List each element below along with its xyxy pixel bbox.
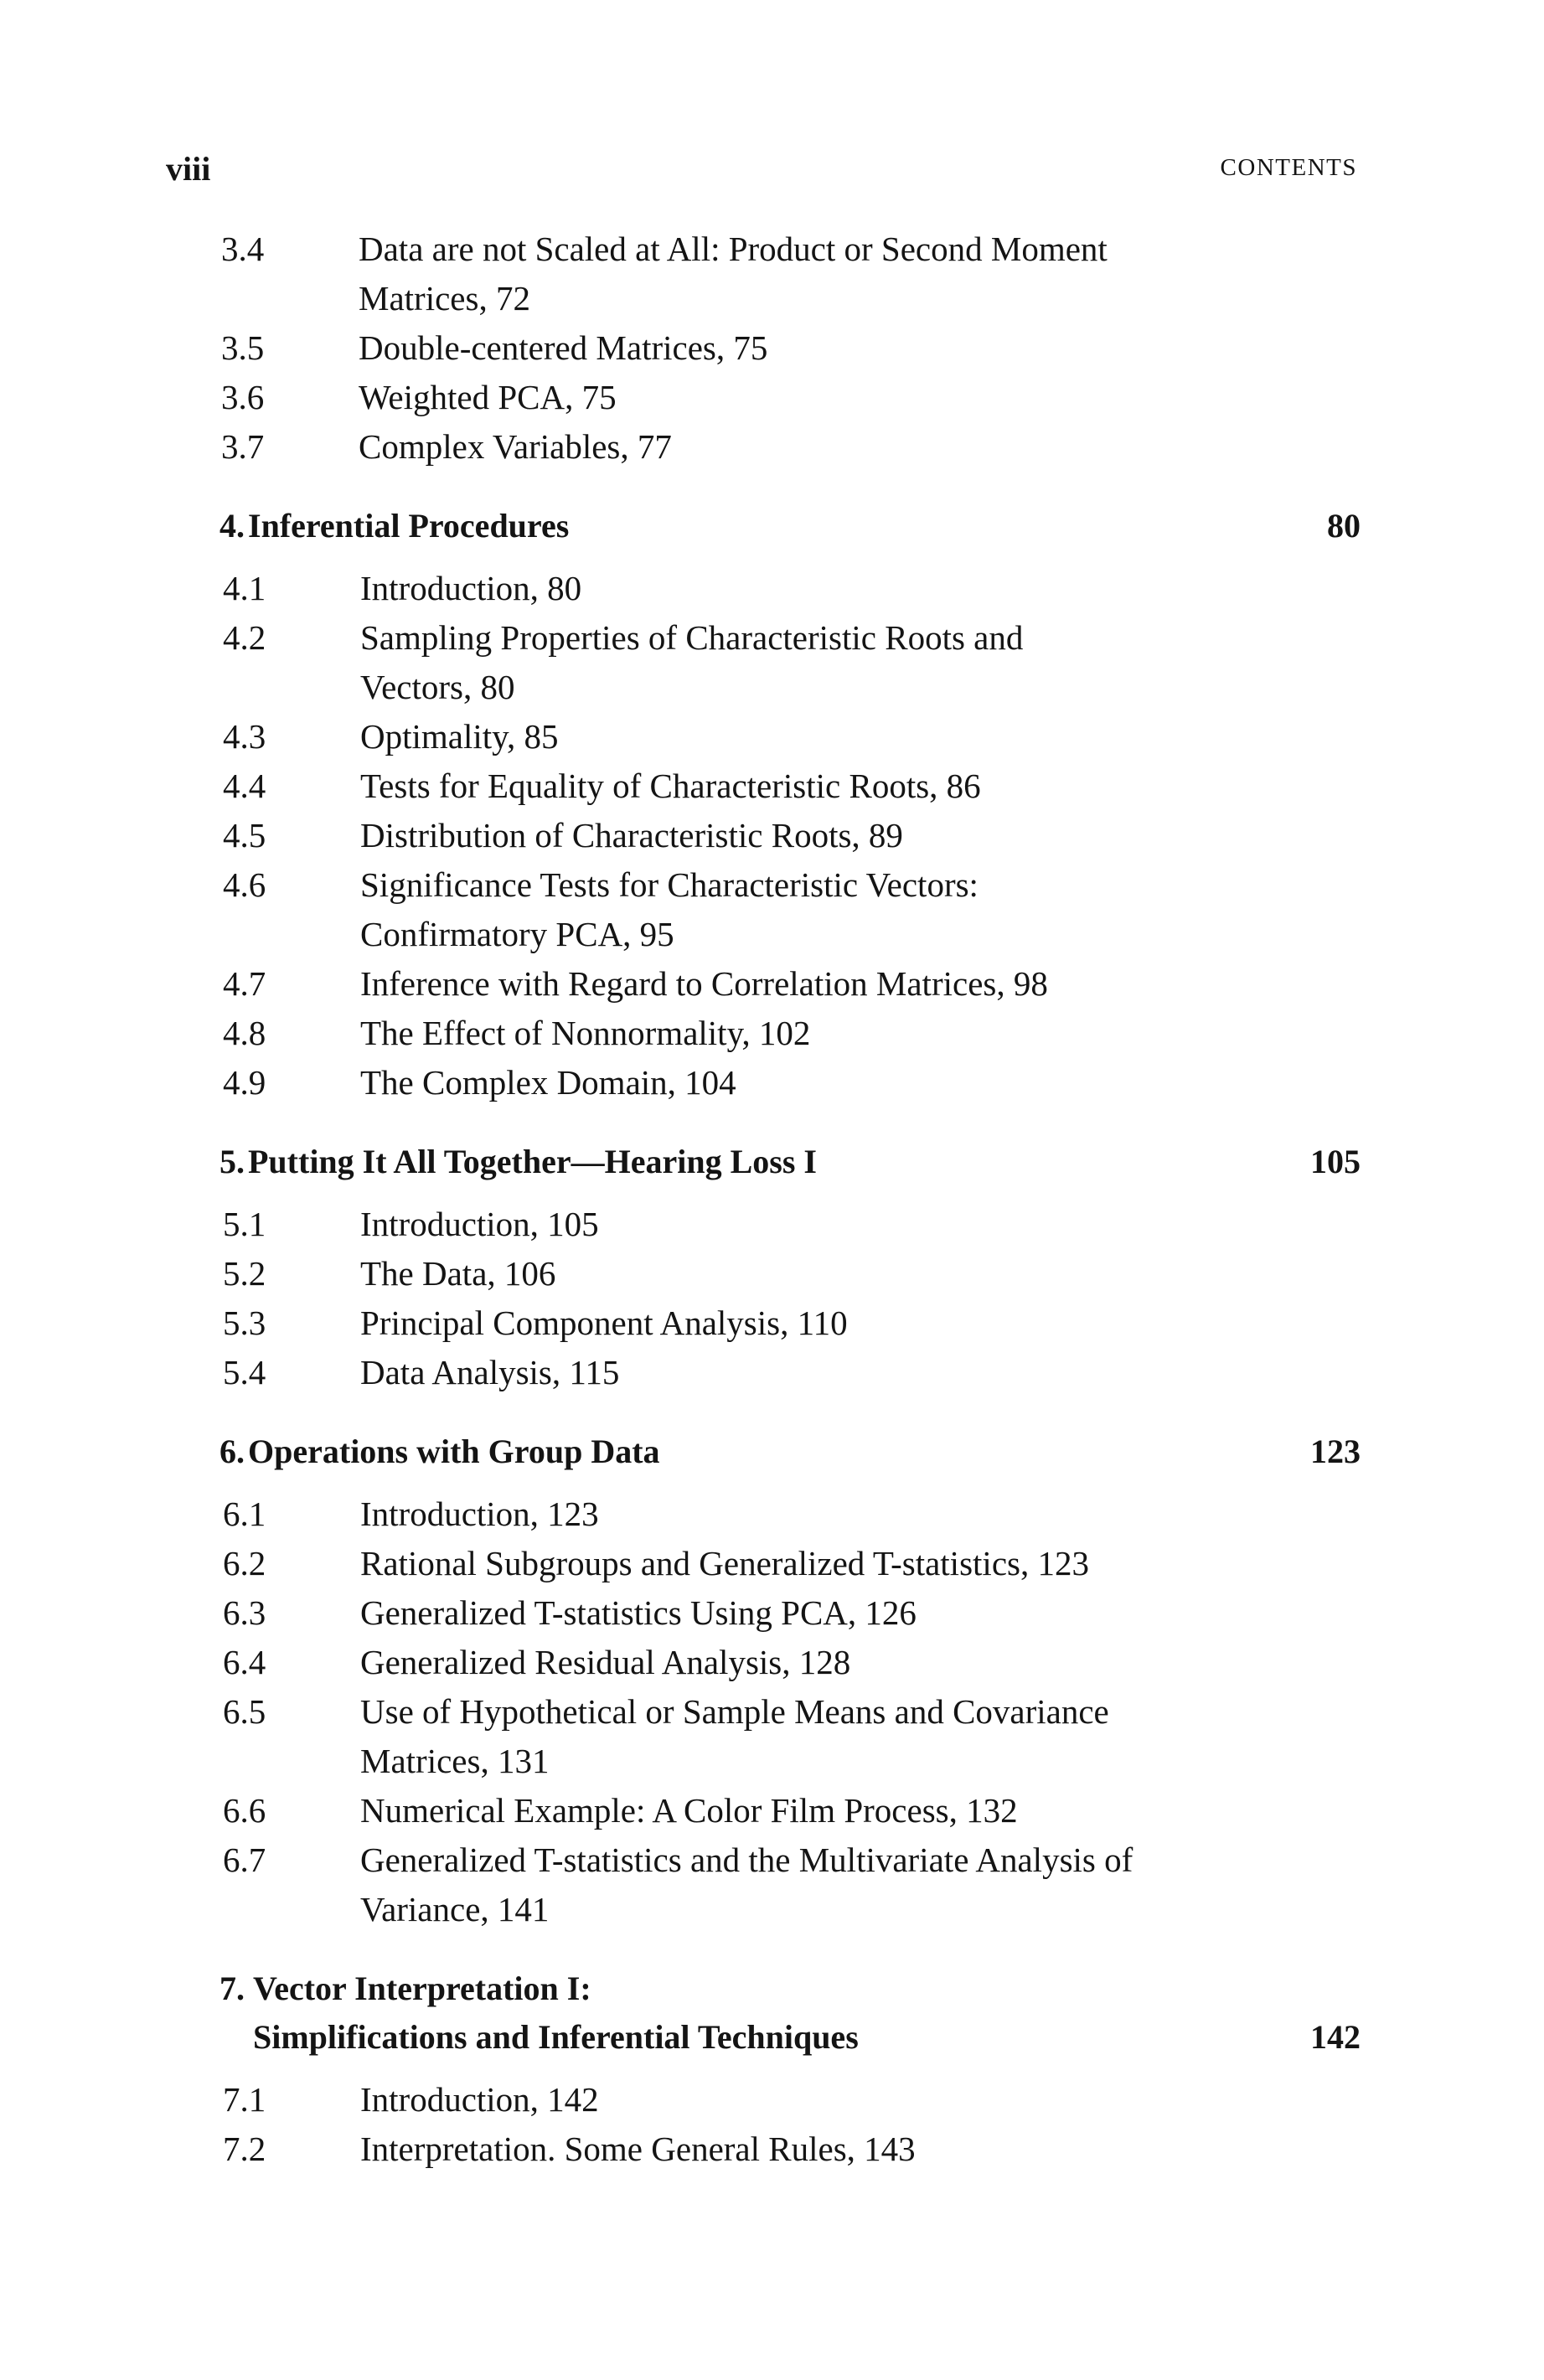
toc-section bbox=[223, 1200, 1361, 1249]
toc-section bbox=[223, 1835, 1361, 1934]
chapter-section-list bbox=[223, 1200, 1361, 1397]
section-number: 3.7 bbox=[221, 427, 265, 466]
toc-section bbox=[223, 1249, 1361, 1298]
section-title-line: Data are not Scaled at All: Product or Second Moment bbox=[359, 230, 1108, 268]
chapter-page-number: 80 bbox=[1327, 507, 1361, 545]
page-folio: viii bbox=[166, 150, 211, 188]
section-number: 6.2 bbox=[223, 1544, 266, 1582]
toc-section bbox=[223, 564, 1361, 613]
section-number: 7.1 bbox=[223, 2080, 266, 2119]
section-number: 4.2 bbox=[223, 618, 266, 657]
toc-section bbox=[223, 1489, 1361, 1539]
section-title-line: Double-centered Matrices, 75 bbox=[359, 328, 768, 367]
chapter-title bbox=[248, 1427, 1211, 1476]
section-number: 5.1 bbox=[223, 1205, 266, 1243]
section-number: 6.4 bbox=[223, 1643, 266, 1681]
toc-section bbox=[221, 373, 1361, 422]
section-number: 6.7 bbox=[223, 1840, 266, 1879]
section-title-line: Matrices, 72 bbox=[359, 279, 530, 318]
chapter-heading bbox=[219, 1138, 1361, 1186]
section-title-line: Matrices, 131 bbox=[360, 1742, 550, 1780]
toc-section bbox=[223, 1638, 1361, 1687]
chapter-heading bbox=[219, 1964, 1361, 2062]
chapter-title bbox=[248, 1138, 1211, 1186]
section-title-line: Numerical Example: A Color Film Process, 132 bbox=[360, 1791, 1018, 1830]
toc-section bbox=[223, 613, 1361, 712]
chapter-title-line: Simplifications and Inferential Techniques bbox=[253, 2018, 859, 2056]
section-number: 3.6 bbox=[221, 378, 265, 416]
chapter-title bbox=[248, 502, 1211, 550]
section-title bbox=[360, 613, 1232, 712]
toc-chapter bbox=[221, 1138, 1361, 1397]
chapter-page-number: 105 bbox=[1310, 1143, 1361, 1180]
chapter-number: 5. bbox=[219, 1143, 245, 1180]
section-number: 4.9 bbox=[223, 1063, 266, 1102]
chapter-page-number: 123 bbox=[1310, 1433, 1361, 1470]
section-number: 5.3 bbox=[223, 1304, 266, 1342]
section-title-line: Introduction, 80 bbox=[360, 569, 582, 607]
chapter-number: 4. bbox=[219, 507, 245, 545]
toc-section bbox=[223, 761, 1361, 811]
section-number: 4.3 bbox=[223, 717, 266, 756]
section-number: 6.3 bbox=[223, 1593, 266, 1632]
section-title-line: Data Analysis, 115 bbox=[360, 1353, 620, 1391]
section-title bbox=[360, 564, 1232, 613]
toc-section bbox=[223, 860, 1361, 959]
section-title bbox=[360, 1298, 1232, 1348]
chapter-title bbox=[253, 1964, 1216, 2062]
section-number: 6.1 bbox=[223, 1495, 266, 1533]
section-title-line: The Data, 106 bbox=[360, 1254, 556, 1293]
section-title bbox=[360, 1786, 1232, 1835]
toc-section bbox=[223, 959, 1361, 1009]
toc-section bbox=[223, 1009, 1361, 1058]
section-number: 6.5 bbox=[223, 1692, 266, 1731]
toc-section bbox=[223, 1786, 1361, 1835]
chapter-heading bbox=[219, 1427, 1361, 1476]
section-title-line: Principal Component Analysis, 110 bbox=[360, 1304, 848, 1342]
section-title bbox=[360, 1009, 1232, 1058]
section-number: 4.6 bbox=[223, 865, 266, 904]
section-title bbox=[360, 1835, 1232, 1934]
section-title-line: Inference with Regard to Correlation Matrices, 98 bbox=[360, 964, 1048, 1003]
chapter-number: 6. bbox=[219, 1433, 245, 1470]
running-head: CONTENTS bbox=[1220, 154, 1357, 181]
table-of-contents bbox=[221, 225, 1361, 2174]
section-title-line: Generalized T-statistics and the Multivariate Analysis of bbox=[360, 1840, 1133, 1879]
section-title-line: Introduction, 142 bbox=[360, 2080, 599, 2119]
section-title bbox=[360, 2075, 1232, 2124]
toc-section bbox=[223, 1539, 1361, 1588]
section-title-line: Generalized Residual Analysis, 128 bbox=[360, 1643, 851, 1681]
toc-section bbox=[223, 712, 1361, 761]
section-title-line: Introduction, 123 bbox=[360, 1495, 599, 1533]
section-number: 4.1 bbox=[223, 569, 266, 607]
toc-section bbox=[223, 1058, 1361, 1107]
section-number: 4.8 bbox=[223, 1014, 266, 1052]
section-title-line: Tests for Equality of Characteristic Roots, 86 bbox=[360, 767, 981, 805]
section-title-line: Introduction, 105 bbox=[360, 1205, 599, 1243]
section-title-line: Significance Tests for Characteristic Vectors: bbox=[360, 865, 979, 904]
chapter-page-number: 142 bbox=[1310, 2018, 1361, 2056]
section-title-line: Optimality, 85 bbox=[360, 717, 559, 756]
section-title-line: The Complex Domain, 104 bbox=[360, 1063, 736, 1102]
chapter-title-line: Operations with Group Data bbox=[248, 1433, 660, 1470]
section-title-line: The Effect of Nonnormality, 102 bbox=[360, 1014, 811, 1052]
section-title bbox=[360, 2124, 1232, 2174]
toc-continuation bbox=[221, 225, 1361, 472]
section-title-line: Weighted PCA, 75 bbox=[359, 378, 617, 416]
toc-chapter bbox=[221, 1427, 1361, 1934]
section-title bbox=[360, 712, 1232, 761]
section-title bbox=[360, 860, 1232, 959]
section-number: 3.4 bbox=[221, 230, 265, 268]
section-number: 5.2 bbox=[223, 1254, 266, 1293]
section-title-line: Confirmatory PCA, 95 bbox=[360, 915, 674, 953]
chapter-title-line: Vector Interpretation I: bbox=[253, 1970, 591, 2007]
toc-section bbox=[221, 225, 1361, 323]
section-title bbox=[360, 1058, 1232, 1107]
section-number: 6.6 bbox=[223, 1791, 266, 1830]
section-title bbox=[359, 373, 1230, 422]
section-number: 4.7 bbox=[223, 964, 266, 1003]
section-number: 4.4 bbox=[223, 767, 266, 805]
section-title bbox=[359, 225, 1230, 323]
section-title bbox=[360, 811, 1232, 860]
toc-section bbox=[223, 2124, 1361, 2174]
section-title-line: Use of Hypothetical or Sample Means and Covariance bbox=[360, 1692, 1109, 1731]
section-number: 5.4 bbox=[223, 1353, 266, 1391]
chapter-heading bbox=[219, 502, 1361, 550]
toc-chapter bbox=[221, 1964, 1361, 2174]
section-title-line: Interpretation. Some General Rules, 143 bbox=[360, 2130, 916, 2168]
section-title bbox=[360, 1588, 1232, 1638]
chapter-title-line: Putting It All Together—Hearing Loss I bbox=[248, 1143, 817, 1180]
section-number: 3.5 bbox=[221, 328, 265, 367]
section-title-line: Complex Variables, 77 bbox=[359, 427, 672, 466]
section-title bbox=[360, 1687, 1232, 1786]
chapter-section-list bbox=[223, 564, 1361, 1107]
section-title bbox=[360, 1539, 1232, 1588]
section-title bbox=[360, 1200, 1232, 1249]
toc-section bbox=[223, 811, 1361, 860]
page-header bbox=[166, 149, 1357, 191]
toc-chapter bbox=[221, 502, 1361, 1107]
section-title-line: Sampling Properties of Characteristic Roots and bbox=[360, 618, 1024, 657]
section-title bbox=[360, 1638, 1232, 1687]
section-title bbox=[359, 422, 1230, 472]
toc-section bbox=[221, 422, 1361, 472]
section-title-line: Distribution of Characteristic Roots, 89 bbox=[360, 816, 903, 854]
section-title-line: Vectors, 80 bbox=[360, 668, 515, 706]
chapter-title-line: Inferential Procedures bbox=[248, 507, 570, 545]
toc-section bbox=[223, 1348, 1361, 1397]
chapter-number: 7. bbox=[219, 1970, 245, 2007]
section-title bbox=[360, 959, 1232, 1009]
toc-section bbox=[223, 1588, 1361, 1638]
section-title bbox=[360, 761, 1232, 811]
section-title-line: Generalized T-statistics Using PCA, 126 bbox=[360, 1593, 917, 1632]
section-title bbox=[360, 1249, 1232, 1298]
section-number: 4.5 bbox=[223, 816, 266, 854]
section-title-line: Rational Subgroups and Generalized T-statistics, 123 bbox=[360, 1544, 1089, 1582]
section-title bbox=[359, 323, 1230, 373]
toc-section bbox=[223, 1687, 1361, 1786]
section-title bbox=[360, 1348, 1232, 1397]
section-title-line: Variance, 141 bbox=[360, 1890, 550, 1928]
toc-section bbox=[223, 1298, 1361, 1348]
toc-section bbox=[221, 323, 1361, 373]
section-title bbox=[360, 1489, 1232, 1539]
chapter-section-list bbox=[223, 1489, 1361, 1934]
chapter-section-list bbox=[223, 2075, 1361, 2174]
toc-section bbox=[223, 2075, 1361, 2124]
section-number: 7.2 bbox=[223, 2130, 266, 2168]
